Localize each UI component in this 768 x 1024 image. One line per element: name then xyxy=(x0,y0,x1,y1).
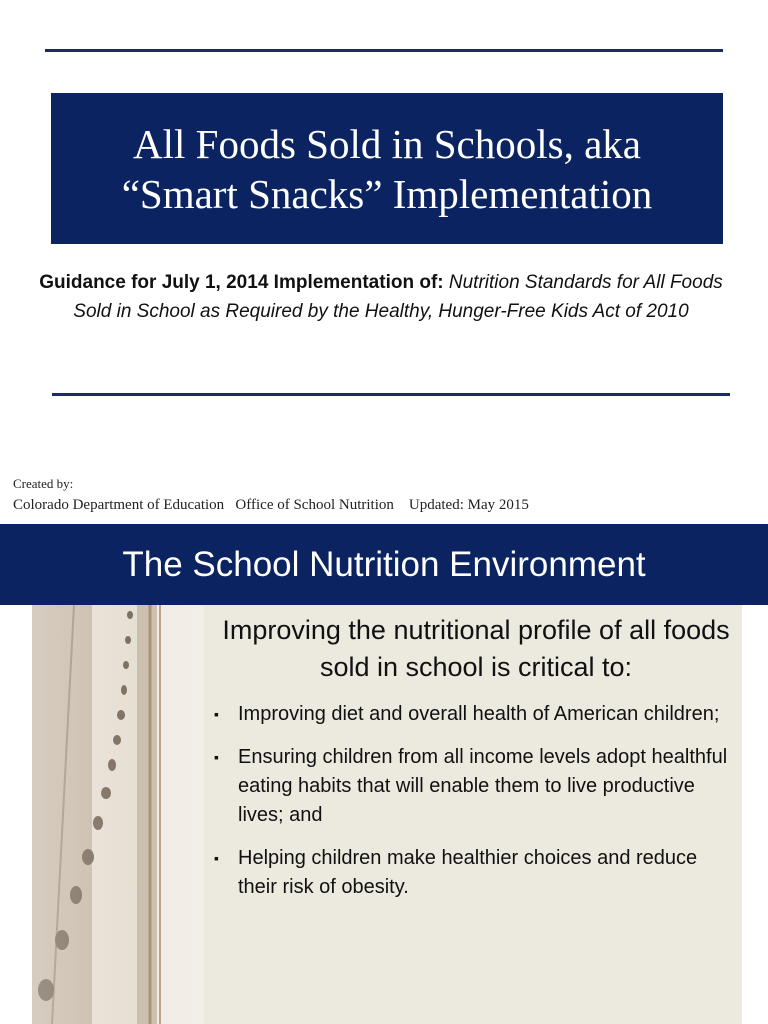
list-item xyxy=(212,844,737,902)
bottom-divider xyxy=(52,393,730,396)
title-line-1: All Foods Sold in Schools, aka xyxy=(133,120,641,167)
bullet-icon: ▪ xyxy=(214,749,219,765)
slide-title: The School Nutrition Environment xyxy=(122,544,646,584)
bullet-icon: ▪ xyxy=(214,706,219,722)
title-line-2: “Smart Snacks” Implementation xyxy=(121,170,653,217)
benefit-list xyxy=(212,700,737,916)
guidance-subject: Nutrition Standards for All Foods Sold in School as Required by the Healthy, Hunger-Free Kids Act of 2010 xyxy=(73,272,723,322)
title-banner xyxy=(51,93,723,244)
list-item xyxy=(212,700,737,729)
list-item-text: Improving diet and overall health of American children; xyxy=(238,703,720,725)
bullet-icon: ▪ xyxy=(214,850,219,866)
list-item xyxy=(212,743,737,830)
created-by-label: Created by: xyxy=(13,476,74,491)
lead-statement: Improving the nutritional profile of all foods sold in school is critical to: xyxy=(222,615,730,682)
guidance-heading: Guidance for July 1, 2014 Implementation of: xyxy=(39,272,444,293)
credits-line: Colorado Department of Education Office of School Nutrition Updated: May 2015 xyxy=(13,497,529,513)
slide-header xyxy=(0,524,768,605)
school-lockers-photo xyxy=(32,605,204,1024)
guidance-text xyxy=(30,268,732,326)
top-divider xyxy=(45,49,723,52)
list-item-text: Helping children make healthier choices and reduce their risk of obesity. xyxy=(238,847,698,898)
list-item-text: Ensuring children from all income levels adopt healthful eating habits that will enable them to live productive lives; and xyxy=(238,746,728,826)
